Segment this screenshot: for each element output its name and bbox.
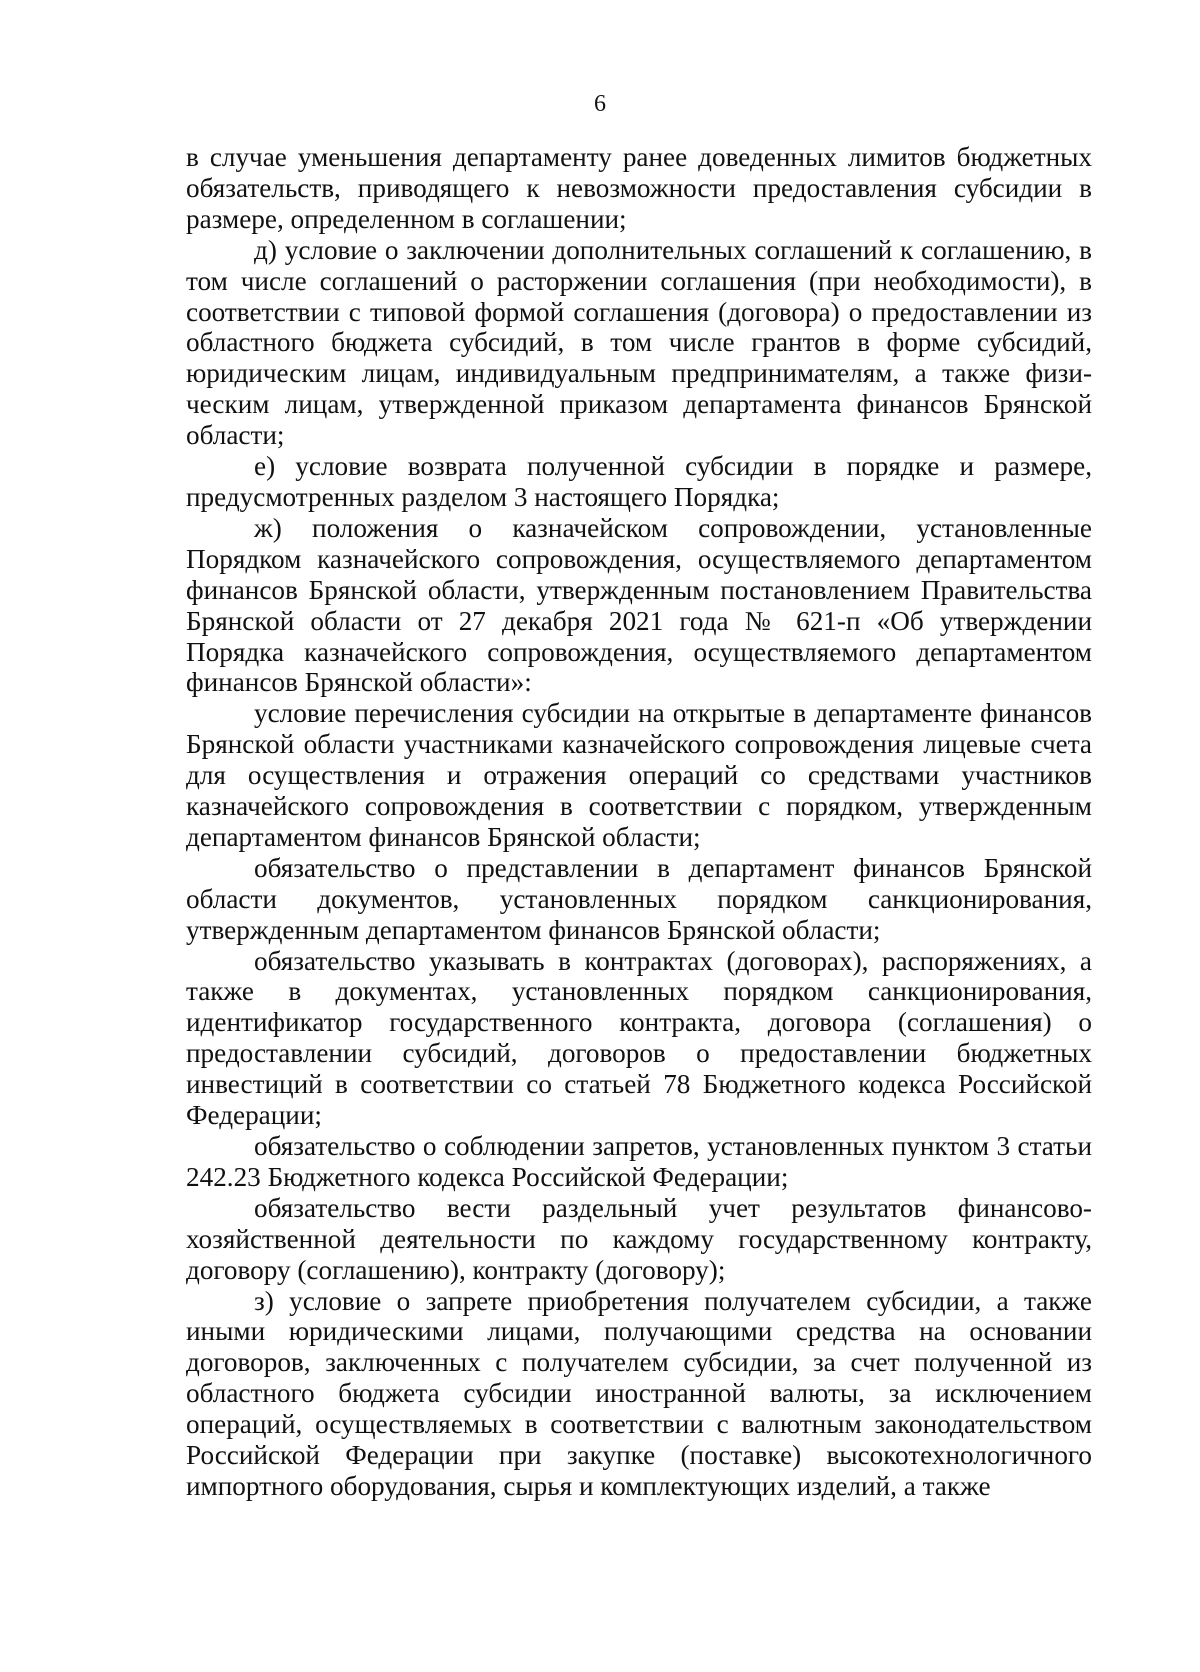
paragraph: е) условие возврата полученной субсидии в порядке и размере, предусмотренных разделом 3 настоящего Порядка;	[186, 451, 1092, 512]
page-number: 6	[594, 91, 606, 117]
paragraph: в случае уменьшения департаменту ранее доведенных лимитов бюджетных обязательств, приводящего к невозможности предоставления субсидии в размере, определенном в соглашении;	[186, 142, 1092, 234]
paragraph: обязательство о соблюдении запретов, установленных пунктом 3 статьи 242.23 Бюджетного кодекса Российской Федерации;	[186, 1131, 1092, 1192]
paragraph: ж) положения о казначейском сопровождении, установленные Порядком казначейского сопровождения, осуществляемого департаментом финансов Брянской области, утвержденным постановлением Правительства Брянской области от 27 декабря 2021 года № 621-п «Об утверждении Порядка казначейского сопровождения, осуществляемого департаментом финансов Брянской области»:	[186, 512, 1092, 698]
paragraph: условие перечисления субсидии на открытые в департаменте финансов Брянской области участниками казначейского сопровождения лицевые счета для осуществления и отражения операций со средствами участников казначейского сопровождения в соответствии с порядком, утвержденным департаментом финансов Брянской области;	[186, 698, 1092, 852]
paragraph: обязательство о представлении в департамент финансов Брянской области документов, установленных порядком санкционирования, утвержденным департаментом финансов Брянской области;	[186, 852, 1092, 945]
paragraph: д) условие о заключении дополнительных соглашений к соглашению, в том числе соглашений о расторжении соглашения (при необходимости), в соответствии с типовой формой соглашения (договора) о предоставлении из областного бюджета субсидий, в том числе грантов в форме субсидий, юридическим лицам, индивидуальным предпринимателям, а также физическим лицам, утвержденной приказом департамента финансов Брянской области;	[186, 234, 1092, 451]
paragraph: обязательство указывать в контрактах (договорах), распоряжениях, а также в документах, установленных порядком санкционирования, идентификатор государственного контракта, договора (соглашения) о предоставлении субсидий, договоров о предоставлении бюджетных инвестиций в соответствии со статьей 78 Бюджетного кодекса Российской Федерации;	[186, 945, 1092, 1131]
paragraph: з) условие о запрете приобретения получателем субсидии, а также иными юридическими лицами, получающими средства на основании договоров, заключенных с получателем субсидии, за счет полученной из областного бюджета субсидии иностранной валюты, за исключением операций, осуществляемых в соответствии с валютным законодательством Российской Федерации при закупке (поставке) высокотехнологичного импортного оборудования, сырья и комплектующих изделий, а также	[186, 1285, 1092, 1501]
document-body	[186, 142, 1092, 1502]
paragraph: обязательство вести раздельный учет результатов финансово-хозяйственной деятельности по каждому государственному контракту, договору (соглашению), контракту (договору);	[186, 1192, 1092, 1285]
